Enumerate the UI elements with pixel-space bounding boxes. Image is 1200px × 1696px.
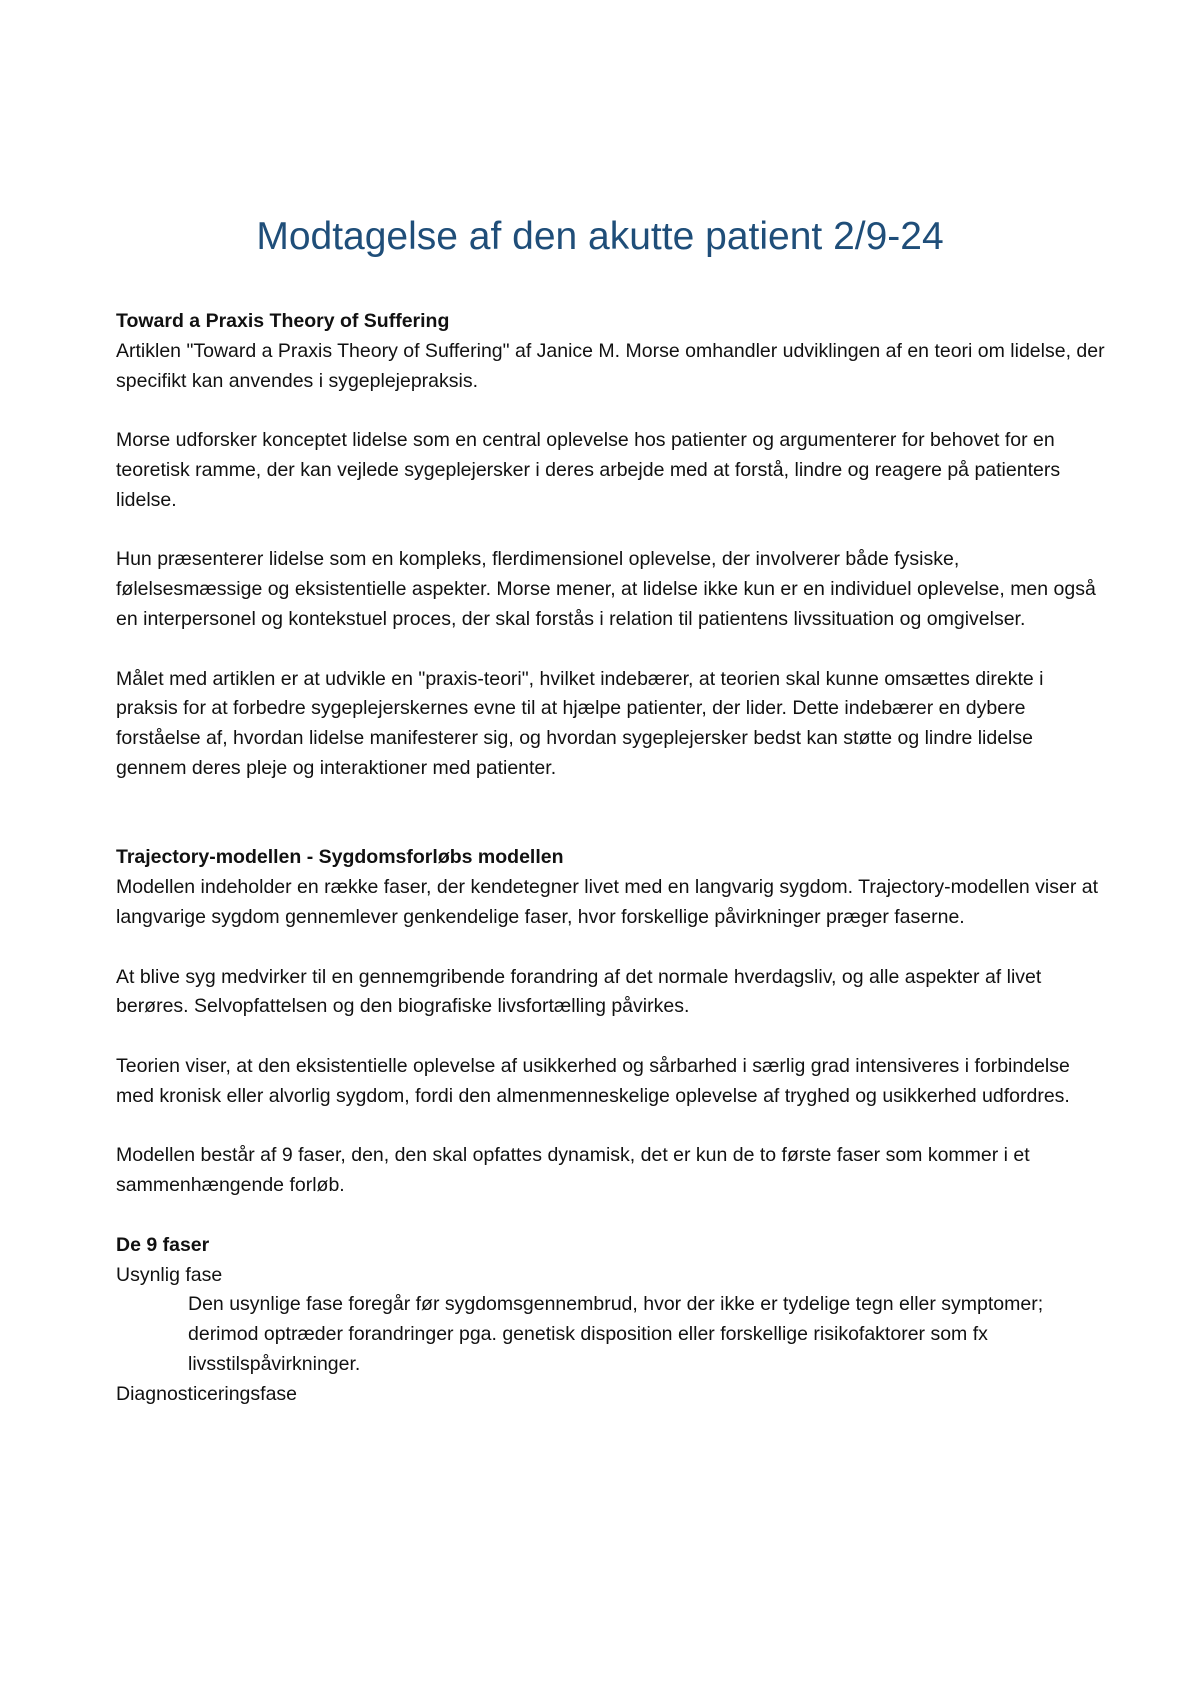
page-title: Modtagelse af den akutte patient 2/9-24 — [256, 215, 944, 258]
phase-description: Den usynlige fase foregår før sygdomsgennembrud, hvor der ikke er tydelige tegn eller symptomer; derimod optræder forandringer pga. genetisk disposition eller forskellige risikofaktorer som fx livsstilspåvirkninger. — [188, 1293, 1044, 1375]
paragraph: Hun præsenterer lidelse som en kompleks, flerdimensionel oplevelse, der involverer både fysiske, følelsesmæssige og eksistentielle aspekter. Morse mener, at lidelse ikke kun er en individuel oplevelse, men også en interpersonel og kontekstuel proces, der skal forstås i relation til patientens livssituation og omgivelser. — [116, 548, 1096, 630]
paragraph: Artiklen "Toward a Praxis Theory of Suffering" af Janice M. Morse omhandler udviklingen af en teori om lidelse, der specifikt kan anvendes i sygeplejepraksis. — [116, 339, 1105, 392]
paragraph: At blive syg medvirker til en gennemgribende forandring af det normale hverdagsliv, og alle aspekter af livet berøres. Selvopfattelsen og den biografiske livsfortælling påvirkes. — [116, 965, 1042, 1018]
paragraph: Målet med artiklen er at udvikle en "praxis-teori", hvilket indebærer, at teorien skal kunne omsættes direkte i praksis for at forbedre sygeplejerskernes evne til at hjælpe patienter, der lider. Dette indebærer en dybere forståelse af, hvordan lidelse manifesterer sig, og hvordan sygeplejersker bedst kan støtte og lindre lidelse gennem deres pleje og interaktioner med patienter. — [116, 667, 1044, 779]
paragraph: Modellen består af 9 faser, den, den skal opfattes dynamisk, det er kun de to første faser som kommer i et sammenhængende forløb. — [116, 1144, 1030, 1197]
paragraph: Morse udforsker konceptet lidelse som en central oplevelse hos patienter og argumenterer for behovet for en teoretisk ramme, der kan vejlede sygeplejersker i deres arbejde med at forstå, lindre og reagere på patienters lidelse. — [116, 429, 1061, 511]
paragraph: Teorien viser, at den eksistentielle oplevelse af usikkerhed og sårbarhed i særlig grad intensiveres i forbindelse med kronisk eller alvorlig sygdom, fordi den almenmenneskelige oplevelse af tryghed og usikkerhed udfordres. — [116, 1054, 1070, 1107]
section-heading-nine-phases: De 9 faser — [116, 1233, 210, 1256]
document-body — [116, 307, 1106, 1409]
phase-label: Diagnosticeringsfase — [116, 1382, 298, 1405]
section-heading-praxis-theory: Toward a Praxis Theory of Suffering — [116, 310, 450, 332]
phase-label: Usynlig fase — [116, 1263, 223, 1286]
section-heading-trajectory-model: Trajectory-modellen - Sygdomsforløbs modellen — [116, 846, 564, 869]
paragraph: Modellen indeholder en række faser, der kendetegner livet med en langvarig sygdom. Trajectory-modellen viser at langvarige sygdom gennemlever genkendelige faser, hvor forskellige påvirkninger præger faserne. — [116, 876, 1099, 928]
